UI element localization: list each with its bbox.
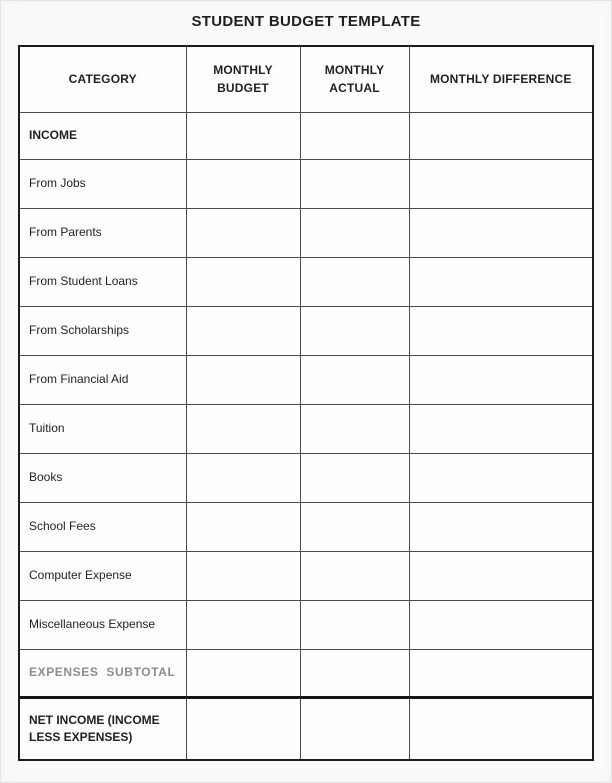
budget-cell bbox=[186, 112, 300, 159]
budget-cell bbox=[186, 355, 300, 404]
budget-cell bbox=[186, 306, 300, 355]
budget-cell bbox=[186, 502, 300, 551]
budget-table bbox=[18, 45, 594, 761]
actual-cell bbox=[300, 112, 409, 159]
difference-cell bbox=[409, 257, 593, 306]
actual-cell bbox=[300, 306, 409, 355]
category-cell: From Parents bbox=[19, 208, 186, 257]
table-row bbox=[19, 355, 593, 404]
budget-cell bbox=[186, 551, 300, 600]
category-cell: Books bbox=[19, 453, 186, 502]
actual-cell bbox=[300, 649, 409, 697]
actual-cell bbox=[300, 453, 409, 502]
table-row bbox=[19, 257, 593, 306]
table-row bbox=[19, 600, 593, 649]
actual-cell bbox=[300, 502, 409, 551]
page-title: STUDENT BUDGET TEMPLATE bbox=[191, 13, 421, 30]
header-category: CATEGORY bbox=[19, 46, 186, 112]
category-cell: Tuition bbox=[19, 404, 186, 453]
difference-cell bbox=[409, 306, 593, 355]
table-row bbox=[19, 306, 593, 355]
budget-cell bbox=[186, 159, 300, 208]
difference-cell bbox=[409, 551, 593, 600]
actual-cell bbox=[300, 355, 409, 404]
actual-cell bbox=[300, 257, 409, 306]
actual-cell bbox=[300, 159, 409, 208]
difference-cell bbox=[409, 649, 593, 697]
header-monthly-budget: MONTHLY BUDGET bbox=[186, 46, 300, 112]
category-cell: NET INCOME (INCOME LESS EXPENSES) bbox=[19, 697, 186, 760]
category-cell: Computer Expense bbox=[19, 551, 186, 600]
actual-cell bbox=[300, 208, 409, 257]
budget-cell bbox=[186, 404, 300, 453]
category-cell: From Jobs bbox=[19, 159, 186, 208]
budget-cell bbox=[186, 697, 300, 760]
actual-cell bbox=[300, 697, 409, 760]
difference-cell bbox=[409, 600, 593, 649]
table-header-row bbox=[19, 46, 593, 112]
actual-cell bbox=[300, 600, 409, 649]
category-cell: INCOME bbox=[19, 112, 186, 159]
category-cell: EXPENSES SUBTOTAL bbox=[19, 649, 186, 697]
budget-cell bbox=[186, 257, 300, 306]
header-monthly-difference: MONTHLY DIFFERENCE bbox=[409, 46, 593, 112]
category-cell: From Student Loans bbox=[19, 257, 186, 306]
category-cell: From Scholarships bbox=[19, 306, 186, 355]
actual-cell bbox=[300, 551, 409, 600]
budget-cell bbox=[186, 600, 300, 649]
budget-cell bbox=[186, 208, 300, 257]
actual-cell bbox=[300, 404, 409, 453]
table-row-income bbox=[19, 112, 593, 159]
difference-cell bbox=[409, 404, 593, 453]
budget-cell bbox=[186, 453, 300, 502]
difference-cell bbox=[409, 208, 593, 257]
table-row bbox=[19, 159, 593, 208]
difference-cell bbox=[409, 355, 593, 404]
table-row-expenses-subtotal bbox=[19, 649, 593, 697]
category-cell: From Financial Aid bbox=[19, 355, 186, 404]
table-row bbox=[19, 453, 593, 502]
category-cell: Miscellaneous Expense bbox=[19, 600, 186, 649]
table-row bbox=[19, 404, 593, 453]
budget-cell bbox=[186, 649, 300, 697]
difference-cell bbox=[409, 159, 593, 208]
difference-cell bbox=[409, 453, 593, 502]
difference-cell bbox=[409, 697, 593, 760]
category-cell: School Fees bbox=[19, 502, 186, 551]
table-row bbox=[19, 208, 593, 257]
table-row bbox=[19, 551, 593, 600]
difference-cell bbox=[409, 112, 593, 159]
header-monthly-actual: MONTHLY ACTUAL bbox=[300, 46, 409, 112]
difference-cell bbox=[409, 502, 593, 551]
table-row bbox=[19, 502, 593, 551]
table-row-net-income bbox=[19, 697, 593, 760]
